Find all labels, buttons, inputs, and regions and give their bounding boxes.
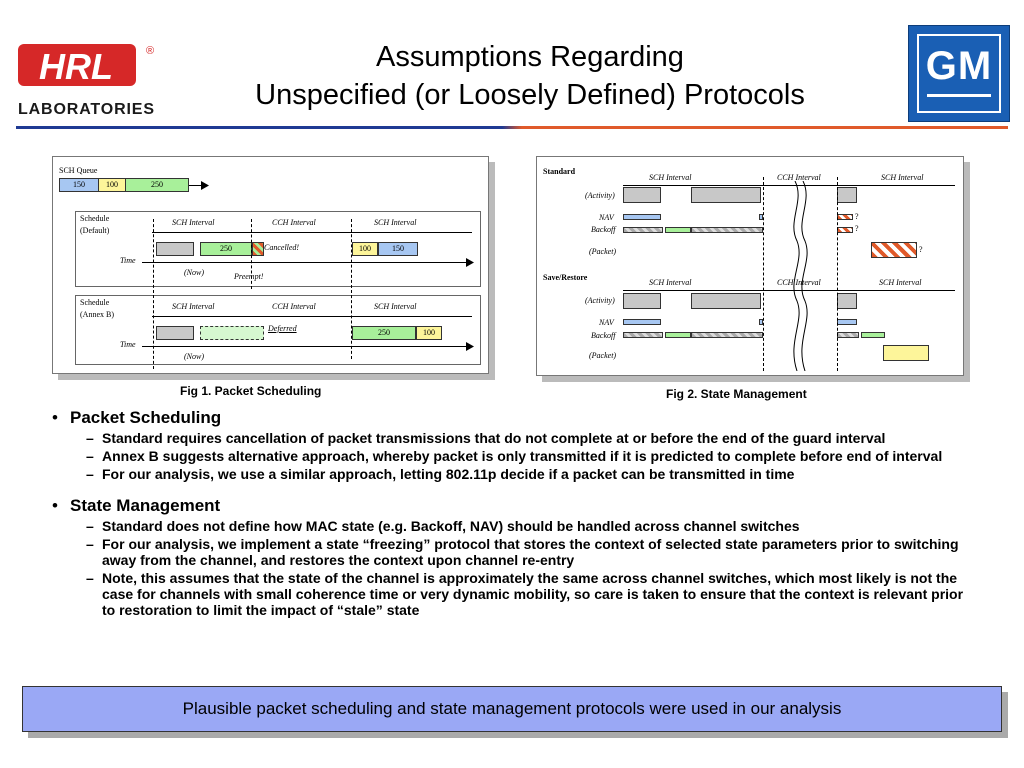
packet-100: 100 (416, 326, 442, 340)
activity-block (691, 293, 761, 309)
fig1-caption: Fig 1. Packet Scheduling (180, 384, 322, 398)
now-label: (Now) (184, 268, 204, 277)
packet-250: 250 (352, 326, 416, 340)
schedule-annexb-label2: (Annex B) (80, 310, 114, 319)
packet-label: (Packet) (589, 351, 617, 360)
title-line-1: Assumptions Regarding (376, 41, 684, 73)
preempted-segment (252, 242, 264, 256)
backoff-bar (665, 227, 691, 233)
packet-150: 150 (378, 242, 418, 256)
nav-label: NAV (599, 318, 614, 327)
sch-interval-label: SCH Interval (172, 302, 215, 311)
past-packet (156, 242, 194, 256)
schedule-annexb-label1: Schedule (80, 298, 110, 307)
bullet-list (52, 408, 972, 620)
activity-block (837, 187, 857, 203)
fig1-packet-scheduling (52, 156, 489, 374)
activity-block (691, 187, 761, 203)
svg-text:HRL: HRL (39, 46, 113, 87)
svg-text:LABORATORIES: LABORATORIES (18, 101, 154, 118)
backoff-label: Backoff (591, 225, 616, 234)
gm-logo-text: GM (925, 44, 993, 88)
deferred-slot (200, 326, 264, 340)
sub-bullet: – For our analysis, we use a similar approach, letting 802.11p decide if a packet can be transmitted in time (52, 466, 972, 482)
nav-unknown (837, 214, 853, 220)
sub-bullet: – Note, this assumes that the state of the channel is approximately the same across channel switches, which most likely is not the case for channels with small coherence time or very dynamic mobility, so care is taken to ensure that the context is relevant prior to restoration to limit the impact of “stale” state (52, 570, 972, 618)
standard-label: Standard (543, 167, 576, 176)
past-packet (156, 326, 194, 340)
hrl-laboratories-logo (16, 42, 156, 122)
nav-label: NAV (599, 213, 614, 222)
activity-label: (Activity) (585, 191, 615, 200)
packet-250: 250 (200, 242, 252, 256)
sub-bullet: – Standard does not define how MAC state (e.g. Backoff, NAV) should be handled across channel switches (52, 518, 972, 534)
queue-packet-150: 150 (59, 178, 99, 192)
cch-interval-label: CCH Interval (777, 173, 821, 182)
backoff-bar (623, 227, 663, 233)
activity-block (623, 293, 661, 309)
queue-packet-100: 100 (98, 178, 126, 192)
cch-interval-label: CCH Interval (272, 302, 316, 311)
sch-interval-label: SCH Interval (374, 218, 417, 227)
sch-interval-label: SCH Interval (879, 278, 922, 287)
title-line-2: Unspecified (or Loosely Defined) Protocols (255, 79, 805, 111)
sch-interval-label: SCH Interval (172, 218, 215, 227)
header-rule (16, 126, 1008, 129)
page-title (170, 38, 890, 114)
activity-label: (Activity) (585, 296, 615, 305)
backoff-bar (691, 227, 763, 233)
fig2-caption: Fig 2. State Management (666, 387, 807, 401)
sch-interval-label: SCH Interval (649, 278, 692, 287)
sub-bullet: – Standard requires cancellation of packet transmissions that do not complete at or before the end of the guard interval (52, 430, 972, 446)
sub-bullet: – Annex B suggests alternative approach, whereby packet is only transmitted if it is predicted to complete before end of interval (52, 448, 972, 464)
schedule-default-label1: Schedule (80, 214, 110, 223)
backoff-bar-restored (837, 332, 859, 338)
backoff-bar (665, 332, 691, 338)
backoff-bar (691, 332, 763, 338)
activity-block (623, 187, 661, 203)
backoff-unknown (837, 227, 853, 233)
schedule-default-panel (75, 211, 481, 287)
packet-label: (Packet) (589, 247, 617, 256)
save-restore-label: Save/Restore (543, 273, 588, 282)
time-label: Time (120, 340, 136, 349)
packet-unknown (871, 242, 917, 258)
conclusion-callout: Plausible packet scheduling and state management protocols were used in our analysis (22, 686, 1002, 732)
question-mark: ? (855, 212, 859, 221)
time-label: Time (120, 256, 136, 265)
bullet-state-management: • State Management (52, 496, 972, 516)
cancelled-label: Cancelled! (264, 243, 300, 252)
fig2-state-management (536, 156, 964, 376)
packet-block (883, 345, 929, 361)
sch-interval-label: SCH Interval (881, 173, 924, 182)
sch-interval-label: SCH Interval (374, 302, 417, 311)
question-mark: ? (855, 224, 859, 233)
sch-interval-label: SCH Interval (649, 173, 692, 182)
question-mark: ? (919, 245, 923, 254)
backoff-label: Backoff (591, 331, 616, 340)
backoff-bar-restored (861, 332, 885, 338)
cch-interval-label: CCH Interval (777, 278, 821, 287)
time-break-marks (791, 181, 811, 371)
gm-logo (908, 25, 1010, 122)
sub-bullet: – For our analysis, we implement a state “freezing” protocol that stores the context of selected state parameters prior to switching away from the channel, and restores the context upon channel re-entry (52, 536, 972, 568)
packet-100: 100 (352, 242, 378, 256)
schedule-annexb-panel (75, 295, 481, 365)
svg-text:®: ® (146, 45, 155, 57)
backoff-bar (623, 332, 663, 338)
nav-bar (623, 214, 661, 220)
queue-packet-250: 250 (125, 178, 189, 192)
sch-queue-label: SCH Queue (59, 166, 98, 175)
preempt-label: Preempt! (234, 272, 264, 281)
schedule-default-label2: (Default) (80, 226, 110, 235)
nav-bar-restored (837, 319, 857, 325)
cch-interval-label: CCH Interval (272, 218, 316, 227)
deferred-label: Deferred (268, 324, 297, 333)
bullet-packet-scheduling: • Packet Scheduling (52, 408, 972, 428)
activity-block (837, 293, 857, 309)
nav-bar (623, 319, 661, 325)
now-label: (Now) (184, 352, 204, 361)
